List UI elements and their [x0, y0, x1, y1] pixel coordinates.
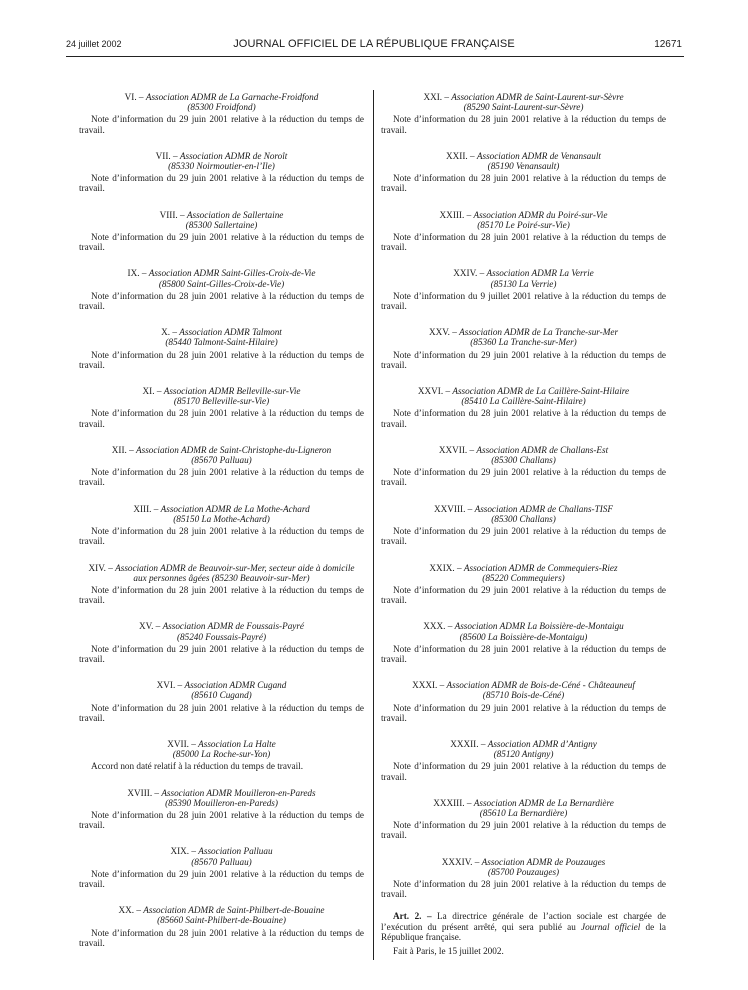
entry-heading — [85, 210, 358, 220]
entry-title: Association ADMR de Bois-de-Céné - Châteauneuf — [446, 680, 635, 691]
entry-title: Association de Sallertaine — [186, 209, 284, 220]
entry-number: XXXIV. – — [441, 856, 480, 867]
entry-heading — [85, 386, 358, 396]
entry — [381, 151, 666, 194]
entry-title: Association ADMR de Beauvoir-sur-Mer, secteur aide à domicile aux personnes âgées (85230 Beauvoir-sur-Mer) — [115, 562, 355, 583]
entry-heading — [85, 788, 358, 798]
entry-heading — [85, 739, 358, 749]
entry-heading — [387, 268, 660, 278]
entry-location: (85440 Talmont-Saint-Hilaire) — [165, 337, 278, 348]
entry-note: Note d’information du 28 juin 2001 relative à la réduction du temps de travail. — [79, 927, 364, 948]
entry-note: Note d’information du 29 juin 2001 relative à la réduction du temps de travail. — [381, 349, 666, 370]
entry — [381, 857, 666, 900]
entry — [79, 788, 364, 831]
entry-note: Note d’information du 28 juin 2001 relative à la réduction du temps de travail. — [79, 702, 364, 723]
entry-note: Note d’information du 29 juin 2001 relative à la réduction du temps de travail. — [381, 467, 666, 488]
entry-note: Note d’information du 28 juin 2001 relative à la réduction du temps de travail. — [381, 643, 666, 664]
entry-title: Association ADMR de Challans-TISF — [474, 503, 613, 514]
entry-title: Association ADMR de Saint-Christophe-du-Ligneron — [136, 444, 332, 455]
entry-number: XXVII. – — [438, 444, 475, 455]
entry-location: (85300 Challans) — [491, 513, 556, 524]
entry — [79, 151, 364, 194]
entry-heading — [387, 739, 660, 749]
entry-number: XXVIII. – — [434, 503, 473, 514]
entry-title: Association ADMR de La Caillère-Saint-Hilaire — [452, 386, 630, 397]
entry-location: (85220 Commequiers) — [482, 572, 565, 583]
entry-title: Association ADMR Belleville-sur-Vie — [163, 386, 301, 397]
entry — [381, 445, 666, 488]
entry — [79, 905, 364, 948]
entry-number: XXIII. – — [439, 209, 472, 220]
entry-note: Note d’information du 28 juin 2001 relative à la réduction du temps de travail. — [381, 232, 666, 253]
entry — [79, 445, 364, 488]
signature-line: Fait à Paris, le 15 juillet 2002. — [393, 945, 504, 956]
entry-number: XVI. – — [156, 680, 183, 691]
entry-heading — [85, 445, 358, 455]
entry-note: Note d’information du 28 juin 2001 relative à la réduction du temps de travail. — [79, 408, 364, 429]
entry-title: Association ADMR de Challans-Est — [476, 444, 609, 455]
entry-location: (85390 Mouilleron-en-Pareds) — [165, 797, 278, 808]
entry-note: Note d’information du 9 juillet 2001 relative à la réduction du temps de travail. — [381, 290, 666, 312]
entry-location: (85300 Sallertaine) — [185, 219, 258, 230]
header-rule — [66, 56, 684, 57]
entry-heading — [387, 445, 660, 455]
entry — [79, 386, 364, 429]
entry-location: (85670 Palluau) — [191, 856, 252, 867]
entry-heading — [387, 621, 660, 631]
header-date: 24 juillet 2002 — [66, 39, 122, 49]
entry-title: Association ADMR de Pouzauges — [481, 856, 606, 867]
entry-number: XVII. – — [167, 738, 196, 749]
entry-note: Note d’information du 28 juin 2001 relative à la réduction du temps de travail. — [79, 584, 364, 606]
entry — [381, 563, 666, 606]
entry-location: (85170 Belleville-sur-Vie) — [173, 396, 270, 407]
entry-note: Note d’information du 28 juin 2001 relative à la réduction du temps de travail. — [381, 114, 666, 135]
entry-title: Association ADMR La Verrie — [486, 268, 594, 279]
column-divider — [373, 90, 374, 960]
entry-location: (85290 Saint-Laurent-sur-Sèvre) — [463, 102, 584, 113]
entry — [79, 739, 364, 772]
entry-note: Note d’information du 28 juin 2001 relative à la réduction du temps de travail. — [79, 290, 364, 312]
entry — [381, 680, 666, 723]
entry-heading — [85, 680, 358, 690]
article-2-text: La directrice générale de l’action sociale est chargée de l’exécution du présent arrêté, qui sera publié au — [381, 911, 666, 932]
entry-location: (85150 La Mothe-Achard) — [173, 513, 270, 524]
article-2-label: Art. 2. – — [393, 911, 432, 922]
article-2-text-end: de la République française. — [381, 921, 666, 942]
entry — [79, 563, 364, 606]
entry-location: (85000 La Roche-sur-Yon) — [172, 749, 271, 760]
entry-title: Association ADMR Mouilleron-en-Pareds — [161, 787, 316, 798]
entry-note: Note d’information du 28 juin 2001 relative à la réduction du temps de travail. — [79, 809, 364, 831]
entry — [79, 92, 364, 135]
entry-number: XI. – — [142, 386, 162, 397]
entry — [381, 739, 666, 782]
entry-title: Association ADMR Talmont — [179, 327, 282, 338]
entry-note: Note d’information du 28 juin 2001 relative à la réduction du temps de travail. — [79, 467, 364, 488]
entry-title: Association ADMR de Noroît — [179, 150, 288, 161]
entry-location: (85670 Palluau) — [191, 455, 252, 466]
entry-heading — [387, 151, 660, 161]
entry-heading — [387, 386, 660, 396]
entry-note: Note d’information du 29 juin 2001 relative à la réduction du temps de travail. — [381, 702, 666, 723]
entry-title: Association ADMR de La Garnache-Froidfond — [145, 92, 319, 102]
entry-title: Association ADMR Cugand — [184, 680, 287, 691]
entry-note: Note d’information du 29 juin 2001 relative à la réduction du temps de travail. — [79, 232, 364, 253]
entry — [79, 680, 364, 723]
entry — [381, 268, 666, 311]
entry-location: (85710 Bois-de-Céné) — [482, 690, 565, 701]
entry-title: Association Palluau — [198, 846, 273, 857]
entry-number: XXVI. – — [417, 386, 451, 397]
entry-title: Association ADMR Saint-Gilles-Croix-de-Vie — [148, 268, 316, 279]
entry-heading — [85, 92, 358, 102]
entry-location: (85660 Saint-Philbert-de-Bouaine) — [157, 915, 286, 926]
entry-heading — [387, 680, 660, 690]
entry-number: XV. – — [138, 621, 161, 632]
entry-heading — [387, 327, 660, 337]
entry-location: (85700 Pouzauges) — [487, 866, 560, 877]
entry-number: XXXII. – — [450, 738, 486, 749]
header-title: JOURNAL OFFICIEL DE LA RÉPUBLIQUE FRANÇAISE — [233, 38, 515, 50]
entry — [79, 846, 364, 889]
entry — [381, 327, 666, 370]
entry-number: XII. – — [111, 444, 134, 455]
entry-number: VIII. – — [159, 209, 185, 220]
entry-title: Association La Halte — [198, 738, 276, 749]
entry-location: (85240 Foussais-Payré) — [176, 631, 267, 642]
entry-note: Note d’information du 29 juin 2001 relative à la réduction du temps de travail. — [381, 761, 666, 782]
entry-note: Note d’information du 28 juin 2001 relative à la réduction du temps de travail. — [79, 526, 364, 547]
entry-title: Association ADMR de La Tranche-sur-Mer — [459, 327, 619, 338]
entry-note: Note d’information du 28 juin 2001 relative à la réduction du temps de travail. — [381, 408, 666, 429]
entry-number: X. – — [161, 327, 177, 338]
entry-heading — [387, 857, 660, 867]
entry-note: Note d’information du 29 juin 2001 relative à la réduction du temps de travail. — [79, 114, 364, 135]
entry-number: XIV. – — [88, 562, 113, 573]
entry — [381, 92, 666, 135]
entry-title: Association ADMR du Poiré-sur-Vie — [473, 209, 608, 220]
entry-location: (85360 La Tranche-sur-Mer) — [470, 337, 577, 348]
entry-note: Note d’information du 29 juin 2001 relative à la réduction du temps de travail. — [79, 868, 364, 889]
page-header — [0, 39, 748, 53]
entry-number: XXII. – — [446, 150, 475, 161]
entry-title: Association ADMR de Foussais-Payré — [162, 621, 305, 632]
entry — [381, 386, 666, 429]
entry-note: Note d’information du 28 juin 2001 relative à la réduction du temps de travail. — [381, 878, 666, 900]
entry-location: (85410 La Caillère-Saint-Hilaire) — [461, 396, 586, 407]
entry-location: (85190 Venansault) — [487, 161, 560, 172]
right-entries — [381, 92, 666, 899]
entry-number: XXXIII. – — [433, 797, 472, 808]
entry — [381, 210, 666, 253]
entry — [79, 210, 364, 253]
entry-number: XIII. – — [133, 503, 159, 514]
entry-title: Association ADMR de Commequiers-Riez — [463, 562, 618, 573]
entry-title: Association ADMR La Boissière-de-Montaigu — [454, 621, 624, 632]
entry-note: Note d’information du 29 juin 2001 relative à la réduction du temps de travail. — [79, 173, 364, 194]
entry-note: Note d’information du 29 juin 2001 relative à la réduction du temps de travail. — [381, 584, 666, 606]
entry-location: (85610 Cugand) — [191, 690, 252, 701]
entry-location: (85600 La Boissière-de-Montaigu) — [459, 631, 588, 642]
right-column — [381, 92, 666, 956]
entry-heading — [387, 504, 660, 514]
entry — [79, 268, 364, 311]
entry-heading — [85, 504, 358, 514]
entry-title: Association ADMR de Venansault — [476, 150, 601, 161]
entry-heading — [85, 905, 358, 915]
entry-heading — [85, 268, 358, 278]
entry-title: Association ADMR de Saint-Philbert-de-Bouaine — [143, 905, 325, 916]
entry-number: XXXI. – — [412, 680, 445, 691]
entry-number: XXIX. – — [429, 562, 462, 573]
entry-title: Association ADMR d’Antigny — [487, 738, 597, 749]
entry-heading — [387, 563, 660, 573]
entry-number: XXV. – — [428, 327, 457, 338]
entry-heading — [85, 846, 358, 856]
entry — [381, 798, 666, 841]
article-2 — [381, 911, 666, 942]
entry-heading — [387, 92, 660, 102]
entry-location: (85330 Noirmoutier-en-l’Ile) — [168, 161, 275, 172]
entry-location: (85300 Challans) — [491, 455, 556, 466]
entry-location: (85300 Froidfond) — [187, 102, 256, 113]
entry-note: Note d’information du 29 juin 2001 relative à la réduction du temps de travail. — [381, 820, 666, 841]
entry-location: (85610 La Bernardière) — [479, 807, 568, 818]
entry — [79, 504, 364, 547]
article-2-journal: Journal officiel — [581, 921, 641, 932]
entry-number: XXI. – — [423, 92, 449, 102]
entry-number: XVIII. – — [127, 787, 160, 798]
header-page-number: 12671 — [654, 39, 682, 50]
entry-heading — [387, 798, 660, 808]
entry-title: Association ADMR de La Mothe-Achard — [160, 503, 310, 514]
entry — [79, 327, 364, 370]
entry — [381, 504, 666, 547]
entry-note: Note d’information du 29 juin 2001 relative à la réduction du temps de travail. — [79, 643, 364, 664]
entry-location: (85130 La Verrie) — [490, 278, 557, 289]
entry-number: VII. – — [155, 150, 178, 161]
entry — [381, 621, 666, 664]
entry-note: Note d’information du 28 juin 2001 relative à la réduction du temps de travail. — [381, 173, 666, 194]
entry-note: Accord non daté relatif à la réduction du temps de travail. — [91, 761, 303, 772]
entry-number: VI. – — [124, 92, 144, 102]
entry-number: XXX. – — [423, 621, 453, 632]
entry-location: (85800 Saint-Gilles-Croix-de-Vie) — [158, 278, 285, 289]
entry-heading — [85, 151, 358, 161]
entry-title: Association ADMR de Saint-Laurent-sur-Sèvre — [451, 92, 624, 102]
entry-location: (85170 Le Poiré-sur-Vie) — [477, 219, 570, 230]
entry-location: (85120 Antigny) — [493, 749, 554, 760]
entry-heading — [387, 210, 660, 220]
entry-number: IX. – — [127, 268, 147, 279]
entry-heading — [85, 327, 358, 337]
entry-title: Association ADMR de La Bernardière — [473, 797, 614, 808]
entry-note: Note d’information du 28 juin 2001 relative à la réduction du temps de travail. — [79, 349, 364, 370]
entry-number: XX. – — [118, 905, 141, 916]
left-column — [79, 92, 364, 964]
entry-heading — [85, 621, 358, 631]
entry — [79, 621, 364, 664]
entry-note: Note d’information du 29 juin 2001 relative à la réduction du temps de travail. — [381, 526, 666, 547]
entry-number: XXIV. – — [453, 268, 485, 279]
entry-heading — [85, 563, 358, 583]
entry-number: XIX. – — [170, 846, 196, 857]
